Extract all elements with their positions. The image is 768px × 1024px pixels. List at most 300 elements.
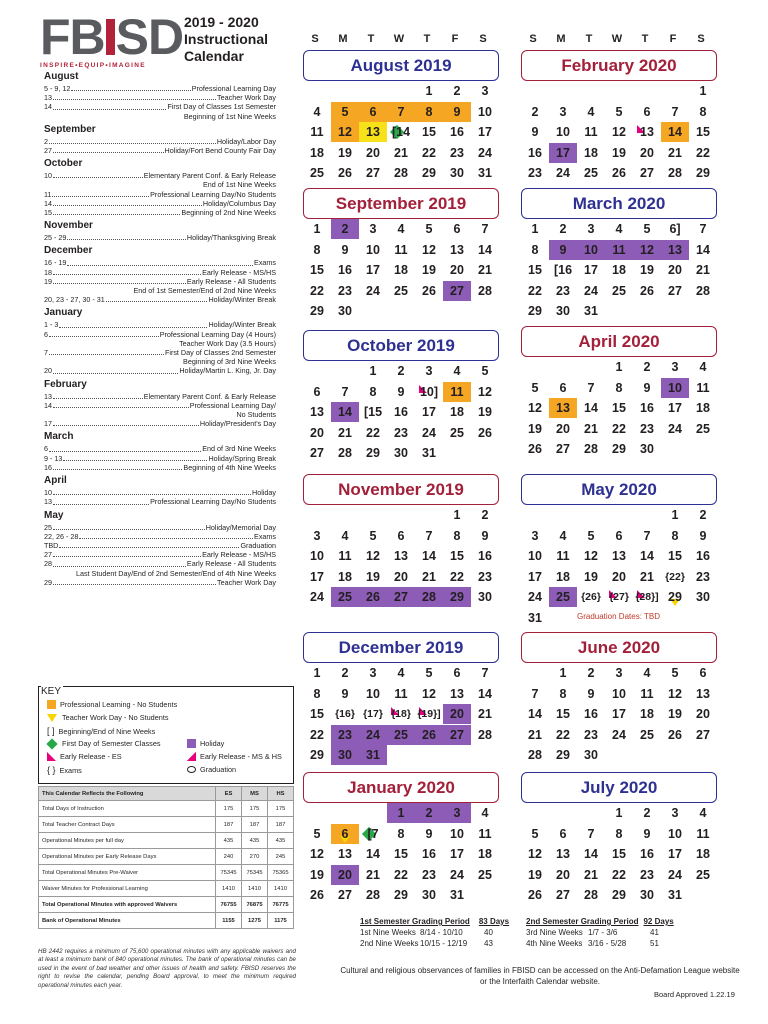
day-cell[interactable] [303,684,331,704]
day-cell[interactable] [387,423,415,443]
day-cell[interactable] [605,102,633,122]
day-cell[interactable] [415,824,443,844]
day-cell[interactable] [387,143,415,163]
day-cell[interactable] [359,143,387,163]
day-cell[interactable] [577,163,605,183]
day-cell[interactable] [471,402,499,422]
day-cell[interactable] [521,219,549,239]
day-cell[interactable] [633,260,661,280]
day-cell[interactable] [605,885,633,905]
day-cell[interactable] [633,803,661,823]
day-cell[interactable] [471,725,499,745]
day-cell[interactable] [689,81,717,101]
day-cell[interactable] [605,803,633,823]
day-cell[interactable] [443,587,471,607]
day-cell[interactable] [359,443,387,463]
day-cell[interactable] [521,587,549,607]
day-cell[interactable] [689,704,717,724]
day-cell[interactable] [689,725,717,745]
day-cell[interactable] [387,219,415,239]
day-cell[interactable] [443,122,471,142]
day-cell[interactable] [415,865,443,885]
day-cell[interactable] [577,378,605,398]
day-cell[interactable] [549,725,577,745]
day-cell[interactable] [549,567,577,587]
day-cell[interactable] [331,663,359,683]
day-cell[interactable] [331,567,359,587]
day-cell[interactable] [471,122,499,142]
day-cell[interactable] [303,663,331,683]
day-cell[interactable] [661,885,689,905]
day-cell[interactable] [661,684,689,704]
day-cell[interactable] [387,122,415,142]
day-cell[interactable] [605,546,633,566]
day-cell[interactable] [661,240,689,260]
day-cell[interactable] [605,143,633,163]
day-cell[interactable] [549,219,577,239]
day-cell[interactable] [303,844,331,864]
day-cell[interactable] [415,219,443,239]
day-cell[interactable] [331,587,359,607]
day-cell[interactable] [689,357,717,377]
day-cell[interactable] [303,587,331,607]
day-cell[interactable] [443,240,471,260]
day-cell[interactable] [331,219,359,239]
day-cell[interactable] [633,102,661,122]
day-cell[interactable] [443,684,471,704]
day-cell[interactable] [359,725,387,745]
day-cell[interactable] [359,824,387,844]
day-cell[interactable] [689,865,717,885]
day-cell[interactable] [359,684,387,704]
day-cell[interactable] [605,419,633,439]
day-cell[interactable] [359,526,387,546]
day-cell[interactable] [521,865,549,885]
day-cell[interactable] [387,704,415,724]
day-cell[interactable] [605,526,633,546]
day-cell[interactable] [387,260,415,280]
day-cell[interactable] [303,281,331,301]
day-cell[interactable] [387,163,415,183]
day-cell[interactable] [549,240,577,260]
day-cell[interactable] [633,526,661,546]
day-cell[interactable] [521,608,549,628]
day-cell[interactable] [387,824,415,844]
day-cell[interactable] [303,402,331,422]
day-cell[interactable] [471,281,499,301]
day-cell[interactable] [471,423,499,443]
day-cell[interactable] [689,844,717,864]
day-cell[interactable] [303,382,331,402]
day-cell[interactable] [471,219,499,239]
day-cell[interactable] [521,567,549,587]
day-cell[interactable] [577,567,605,587]
day-cell[interactable] [359,865,387,885]
day-cell[interactable] [415,361,443,381]
day-cell[interactable] [331,546,359,566]
day-cell[interactable] [303,745,331,765]
day-cell[interactable] [471,824,499,844]
day-cell[interactable] [521,281,549,301]
day-cell[interactable] [661,398,689,418]
day-cell[interactable] [605,398,633,418]
day-cell[interactable] [521,684,549,704]
day-cell[interactable] [689,398,717,418]
day-cell[interactable] [443,526,471,546]
day-cell[interactable] [661,143,689,163]
day-cell[interactable] [577,398,605,418]
day-cell[interactable] [521,143,549,163]
day-cell[interactable] [577,143,605,163]
day-cell[interactable] [359,219,387,239]
day-cell[interactable] [549,844,577,864]
day-cell[interactable] [549,378,577,398]
day-cell[interactable] [633,663,661,683]
day-cell[interactable] [471,240,499,260]
day-cell[interactable] [661,663,689,683]
day-cell[interactable] [633,546,661,566]
day-cell[interactable] [661,844,689,864]
day-cell[interactable] [549,260,577,280]
day-cell[interactable] [443,663,471,683]
day-cell[interactable] [471,102,499,122]
day-cell[interactable] [549,398,577,418]
day-cell[interactable] [443,163,471,183]
day-cell[interactable] [549,143,577,163]
day-cell[interactable] [331,704,359,724]
day-cell[interactable] [521,122,549,142]
day-cell[interactable] [633,865,661,885]
day-cell[interactable] [387,526,415,546]
day-cell[interactable] [415,885,443,905]
day-cell[interactable] [331,443,359,463]
day-cell[interactable] [633,281,661,301]
day-cell[interactable] [605,587,633,607]
day-cell[interactable] [605,281,633,301]
day-cell[interactable] [415,143,443,163]
day-cell[interactable] [521,102,549,122]
day-cell[interactable] [661,587,689,607]
day-cell[interactable] [577,587,605,607]
day-cell[interactable] [359,546,387,566]
day-cell[interactable] [633,844,661,864]
day-cell[interactable] [415,567,443,587]
day-cell[interactable] [521,824,549,844]
day-cell[interactable] [331,281,359,301]
day-cell[interactable] [303,526,331,546]
day-cell[interactable] [471,865,499,885]
day-cell[interactable] [549,281,577,301]
day-cell[interactable] [661,163,689,183]
day-cell[interactable] [549,865,577,885]
day-cell[interactable] [443,546,471,566]
day-cell[interactable] [387,844,415,864]
day-cell[interactable] [633,704,661,724]
day-cell[interactable] [415,803,443,823]
day-cell[interactable] [689,240,717,260]
day-cell[interactable] [387,725,415,745]
day-cell[interactable] [633,419,661,439]
day-cell[interactable] [359,704,387,724]
day-cell[interactable] [331,824,359,844]
day-cell[interactable] [331,143,359,163]
day-cell[interactable] [415,663,443,683]
day-cell[interactable] [661,704,689,724]
day-cell[interactable] [303,885,331,905]
day-cell[interactable] [303,143,331,163]
day-cell[interactable] [331,382,359,402]
day-cell[interactable] [359,885,387,905]
day-cell[interactable] [387,865,415,885]
day-cell[interactable] [661,357,689,377]
day-cell[interactable] [331,402,359,422]
day-cell[interactable] [359,423,387,443]
day-cell[interactable] [549,587,577,607]
day-cell[interactable] [415,81,443,101]
day-cell[interactable] [331,885,359,905]
day-cell[interactable] [605,824,633,844]
day-cell[interactable] [689,102,717,122]
day-cell[interactable] [661,526,689,546]
day-cell[interactable] [359,281,387,301]
day-cell[interactable] [689,505,717,525]
day-cell[interactable] [443,260,471,280]
day-cell[interactable] [577,301,605,321]
day-cell[interactable] [471,844,499,864]
day-cell[interactable] [387,402,415,422]
day-cell[interactable] [359,402,387,422]
day-cell[interactable] [633,143,661,163]
day-cell[interactable] [549,704,577,724]
day-cell[interactable] [331,844,359,864]
day-cell[interactable] [415,546,443,566]
day-cell[interactable] [549,885,577,905]
day-cell[interactable] [303,219,331,239]
day-cell[interactable] [387,885,415,905]
day-cell[interactable] [415,526,443,546]
day-cell[interactable] [521,163,549,183]
day-cell[interactable] [521,725,549,745]
day-cell[interactable] [661,865,689,885]
day-cell[interactable] [689,163,717,183]
day-cell[interactable] [443,281,471,301]
day-cell[interactable] [549,824,577,844]
day-cell[interactable] [521,844,549,864]
day-cell[interactable] [359,361,387,381]
day-cell[interactable] [521,378,549,398]
day-cell[interactable] [577,885,605,905]
day-cell[interactable] [633,684,661,704]
day-cell[interactable] [443,865,471,885]
day-cell[interactable] [577,865,605,885]
day-cell[interactable] [471,260,499,280]
day-cell[interactable] [387,240,415,260]
day-cell[interactable] [661,546,689,566]
day-cell[interactable] [443,102,471,122]
day-cell[interactable] [521,546,549,566]
day-cell[interactable] [521,439,549,459]
day-cell[interactable] [605,240,633,260]
day-cell[interactable] [443,143,471,163]
day-cell[interactable] [471,803,499,823]
day-cell[interactable] [605,357,633,377]
day-cell[interactable] [605,704,633,724]
day-cell[interactable] [443,402,471,422]
day-cell[interactable] [521,301,549,321]
day-cell[interactable] [689,378,717,398]
day-cell[interactable] [577,219,605,239]
day-cell[interactable] [577,725,605,745]
day-cell[interactable] [331,684,359,704]
day-cell[interactable] [471,704,499,724]
day-cell[interactable] [661,824,689,844]
day-cell[interactable] [605,725,633,745]
day-cell[interactable] [303,865,331,885]
day-cell[interactable] [661,281,689,301]
day-cell[interactable] [661,505,689,525]
day-cell[interactable] [471,567,499,587]
day-cell[interactable] [303,240,331,260]
day-cell[interactable] [443,725,471,745]
day-cell[interactable] [387,684,415,704]
day-cell[interactable] [577,824,605,844]
day-cell[interactable] [415,240,443,260]
day-cell[interactable] [577,439,605,459]
day-cell[interactable] [443,844,471,864]
day-cell[interactable] [471,163,499,183]
day-cell[interactable] [689,587,717,607]
day-cell[interactable] [661,419,689,439]
day-cell[interactable] [689,546,717,566]
day-cell[interactable] [303,122,331,142]
day-cell[interactable] [633,219,661,239]
day-cell[interactable] [415,260,443,280]
day-cell[interactable] [303,102,331,122]
day-cell[interactable] [415,704,443,724]
day-cell[interactable] [359,102,387,122]
day-cell[interactable] [471,361,499,381]
day-cell[interactable] [633,398,661,418]
day-cell[interactable] [331,745,359,765]
day-cell[interactable] [303,567,331,587]
day-cell[interactable] [549,102,577,122]
day-cell[interactable] [387,102,415,122]
day-cell[interactable] [471,663,499,683]
day-cell[interactable] [605,378,633,398]
day-cell[interactable] [549,745,577,765]
day-cell[interactable] [549,684,577,704]
day-cell[interactable] [359,163,387,183]
day-cell[interactable] [521,260,549,280]
day-cell[interactable] [549,163,577,183]
day-cell[interactable] [387,803,415,823]
day-cell[interactable] [443,567,471,587]
day-cell[interactable] [689,219,717,239]
day-cell[interactable] [633,240,661,260]
day-cell[interactable] [443,803,471,823]
day-cell[interactable] [661,260,689,280]
day-cell[interactable] [443,824,471,844]
day-cell[interactable] [577,260,605,280]
day-cell[interactable] [443,361,471,381]
day-cell[interactable] [471,546,499,566]
day-cell[interactable] [605,684,633,704]
day-cell[interactable] [577,281,605,301]
day-cell[interactable] [303,163,331,183]
day-cell[interactable] [605,567,633,587]
day-cell[interactable] [387,361,415,381]
day-cell[interactable] [521,398,549,418]
day-cell[interactable] [443,219,471,239]
day-cell[interactable] [605,260,633,280]
day-cell[interactable] [549,419,577,439]
day-cell[interactable] [359,122,387,142]
day-cell[interactable] [689,122,717,142]
day-cell[interactable] [303,824,331,844]
day-cell[interactable] [689,526,717,546]
day-cell[interactable] [443,382,471,402]
day-cell[interactable] [633,824,661,844]
day-cell[interactable] [359,240,387,260]
day-cell[interactable] [577,684,605,704]
day-cell[interactable] [661,102,689,122]
day-cell[interactable] [443,505,471,525]
day-cell[interactable] [661,378,689,398]
day-cell[interactable] [331,122,359,142]
day-cell[interactable] [303,443,331,463]
day-cell[interactable] [415,844,443,864]
day-cell[interactable] [443,81,471,101]
day-cell[interactable] [415,102,443,122]
day-cell[interactable] [387,382,415,402]
day-cell[interactable] [415,684,443,704]
day-cell[interactable] [577,419,605,439]
day-cell[interactable] [359,844,387,864]
day-cell[interactable] [689,684,717,704]
day-cell[interactable] [331,423,359,443]
day-cell[interactable] [331,301,359,321]
day-cell[interactable] [331,102,359,122]
day-cell[interactable] [633,885,661,905]
day-cell[interactable] [359,587,387,607]
day-cell[interactable] [303,301,331,321]
day-cell[interactable] [331,526,359,546]
day-cell[interactable] [661,567,689,587]
day-cell[interactable] [387,663,415,683]
day-cell[interactable] [605,663,633,683]
day-cell[interactable] [443,423,471,443]
day-cell[interactable] [331,260,359,280]
day-cell[interactable] [577,844,605,864]
day-cell[interactable] [633,567,661,587]
day-cell[interactable] [471,684,499,704]
day-cell[interactable] [661,219,689,239]
day-cell[interactable] [331,240,359,260]
day-cell[interactable] [521,526,549,546]
day-cell[interactable] [577,526,605,546]
day-cell[interactable] [549,301,577,321]
day-cell[interactable] [689,663,717,683]
day-cell[interactable] [415,122,443,142]
day-cell[interactable] [521,240,549,260]
day-cell[interactable] [387,443,415,463]
day-cell[interactable] [415,163,443,183]
day-cell[interactable] [633,378,661,398]
day-cell[interactable] [633,587,661,607]
day-cell[interactable] [689,824,717,844]
day-cell[interactable] [549,439,577,459]
day-cell[interactable] [521,885,549,905]
